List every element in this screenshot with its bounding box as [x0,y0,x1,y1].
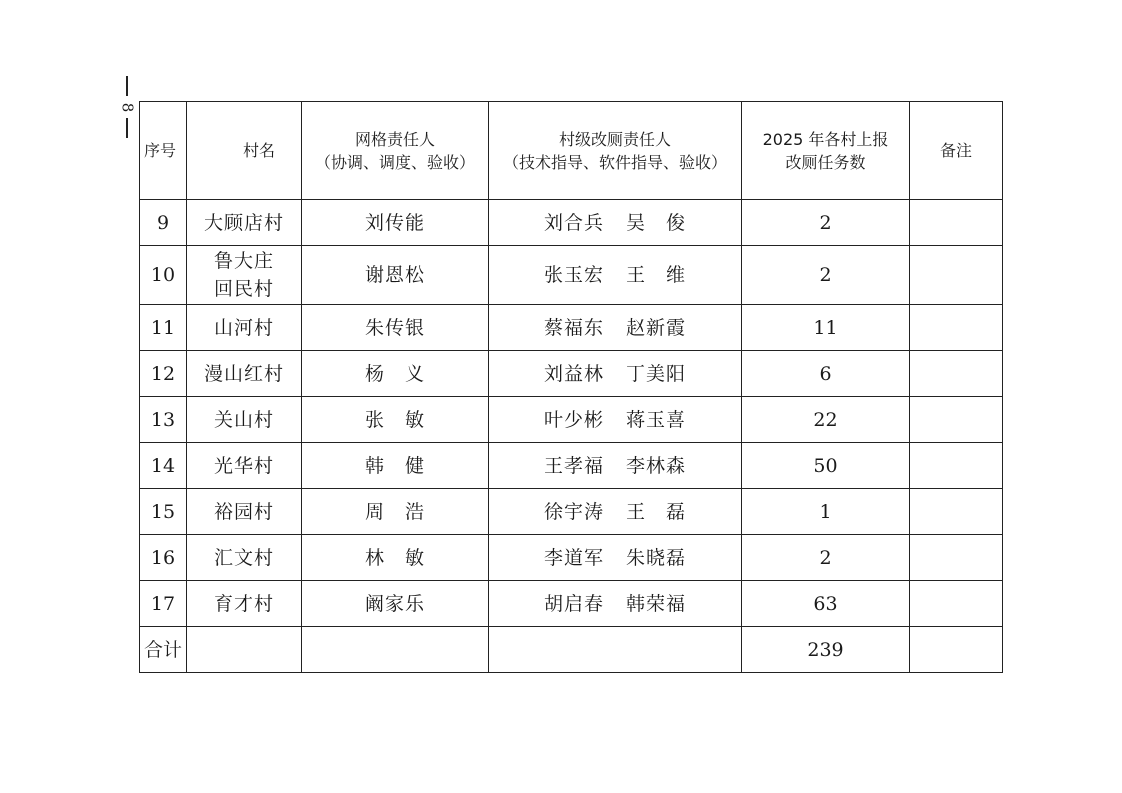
row-seq: 16 [140,535,187,581]
row-grid-responsible: 朱传银 [302,305,489,351]
row-resp-person-1: 张玉宏 [543,264,604,286]
row-resp-person-2: 赵新霞 [626,316,687,339]
table-row [140,397,1003,443]
row-task-count: 50 [742,443,910,489]
row-remark [910,397,1003,443]
row-village: 汇文村 [187,535,302,581]
header-village-resp-title: 村级改厕责任人 [558,129,671,149]
row-grid-responsible: 刘传能 [302,200,489,246]
row-remark [910,489,1003,535]
header-grid-title: 网格责任人 [354,129,435,149]
row-resp-person-1: 王孝福 [543,454,604,477]
row-resp-person-1: 叶少彬 [543,408,604,431]
header-village: 村名 [187,102,302,200]
page-number-dash-bottom [126,118,128,138]
row-resp-person-2: 朱晓磊 [626,546,687,569]
total-label: 合计 [140,627,187,673]
row-village: 关山村 [187,397,302,443]
table-row [140,443,1003,489]
row-seq: 9 [140,200,187,246]
row-grid-responsible: 张 敏 [302,397,489,443]
total-remark-empty [910,627,1003,673]
row-seq: 10 [140,246,187,305]
row-grid-responsible: 韩 健 [302,443,489,489]
row-task-count: 1 [742,489,910,535]
row-village-line-1: 鲁大庄 [213,250,274,272]
row-remark [910,246,1003,305]
row-village-responsible [489,397,742,443]
row-seq: 14 [140,443,187,489]
header-seq: 序号 [140,102,187,200]
row-remark [910,305,1003,351]
row-village: 大顾店村 [187,200,302,246]
row-task-count: 6 [742,351,910,397]
row-village: 裕园村 [187,489,302,535]
page-number-dash-top [126,76,128,96]
row-resp-person-2: 韩荣福 [626,592,687,615]
page-number-value: 8 [118,102,137,113]
table-row [140,581,1003,627]
row-resp-person-1: 徐宇涛 [543,500,604,523]
row-grid-responsible: 阚家乐 [302,581,489,627]
row-seq: 13 [140,397,187,443]
row-village-responsible [489,246,742,305]
row-resp-person-2: 王 磊 [626,500,687,523]
row-resp-person-2: 丁美阳 [626,362,687,385]
row-task-count: 2 [742,246,910,305]
row-task-count: 2 [742,535,910,581]
toilet-renovation-task-table [139,101,1003,673]
total-resp-empty [489,627,742,673]
row-village [187,246,302,305]
table-row [140,200,1003,246]
row-resp-person-1: 胡启春 [543,592,604,615]
header-grid-responsible [302,102,489,200]
row-remark [910,200,1003,246]
header-village-responsible [489,102,742,200]
row-seq: 17 [140,581,187,627]
row-village-responsible [489,305,742,351]
row-village-responsible [489,535,742,581]
table-row [140,351,1003,397]
row-village: 光华村 [187,443,302,489]
table-row [140,246,1003,305]
header-village-resp-sub: （技术指导、软件指导、验收） [502,152,727,172]
row-grid-responsible: 林 敏 [302,535,489,581]
row-village-responsible [489,489,742,535]
row-task-count: 63 [742,581,910,627]
row-seq: 11 [140,305,187,351]
table-header-row [140,102,1003,200]
header-task-sub: 改厕任务数 [785,152,866,172]
total-task-count: 239 [742,627,910,673]
row-resp-person-1: 刘合兵 [543,211,604,234]
total-grid-empty [302,627,489,673]
row-village-responsible [489,351,742,397]
header-grid-sub: （协调、调度、验收） [314,152,475,172]
row-resp-person-2: 吴 俊 [626,211,687,234]
row-resp-person-1: 刘益林 [543,362,604,385]
table-row [140,489,1003,535]
row-remark [910,351,1003,397]
row-village-responsible [489,443,742,489]
row-village-responsible [489,200,742,246]
row-grid-responsible: 谢恩松 [302,246,489,305]
page-number [118,76,138,138]
row-village-line-2: 回民村 [213,278,274,300]
row-task-count: 2 [742,200,910,246]
table-row [140,305,1003,351]
header-task-title: 2025 年各村上报 [762,129,889,149]
row-remark [910,443,1003,489]
row-village: 山河村 [187,305,302,351]
total-row [140,627,1003,673]
row-task-count: 22 [742,397,910,443]
row-seq: 15 [140,489,187,535]
row-remark [910,535,1003,581]
row-grid-responsible: 杨 义 [302,351,489,397]
row-resp-person-2: 蒋玉喜 [626,408,687,431]
row-remark [910,581,1003,627]
header-remark: 备注 [910,102,1003,200]
row-village: 育才村 [187,581,302,627]
header-task-count [742,102,910,200]
row-task-count: 11 [742,305,910,351]
row-resp-person-2: 李林森 [626,454,687,477]
row-seq: 12 [140,351,187,397]
row-village-responsible [489,581,742,627]
table-row [140,535,1003,581]
row-grid-responsible: 周 浩 [302,489,489,535]
row-resp-person-1: 蔡福东 [543,316,604,339]
total-village-empty [187,627,302,673]
row-resp-person-1: 李道军 [543,546,604,569]
row-village: 漫山红村 [187,351,302,397]
row-resp-person-2: 王 维 [626,264,687,286]
